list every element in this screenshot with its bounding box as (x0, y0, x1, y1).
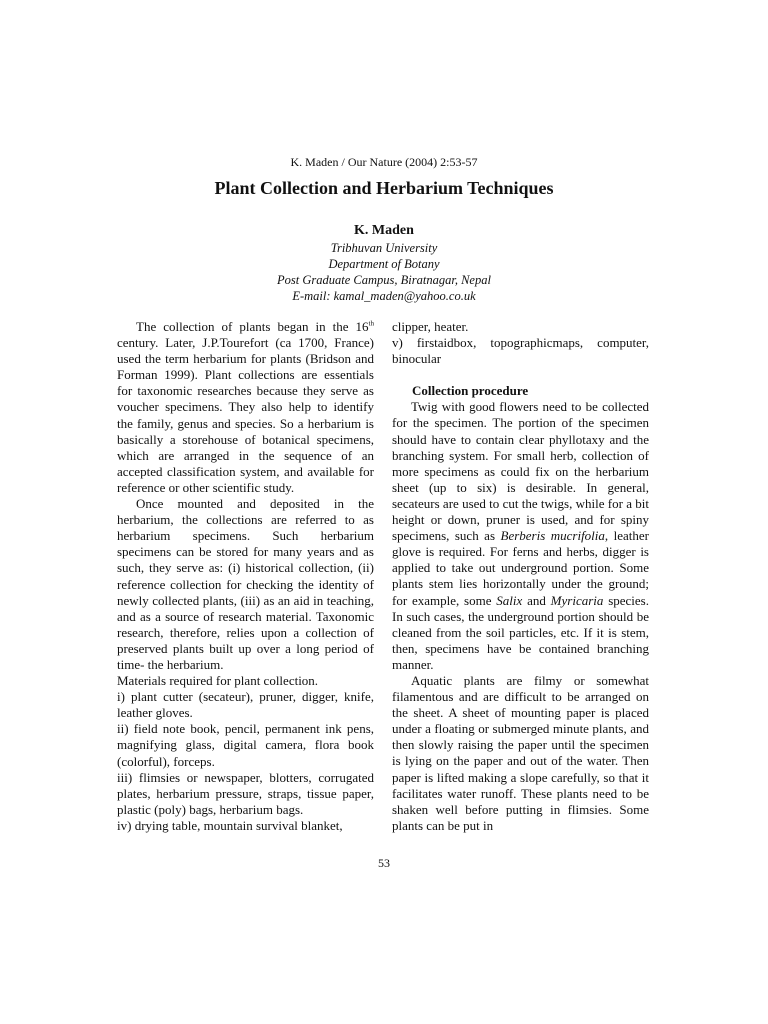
left-column (117, 319, 374, 834)
procedure-paragraph (392, 399, 649, 673)
ordinal-superscript: th (368, 319, 374, 328)
author-affiliation (0, 240, 768, 304)
materials-item-4: iv) drying table, mountain survival blanket, (117, 817, 343, 833)
affiliation-email: E-mail: kamal_maden@yahoo.co.uk (292, 289, 476, 303)
materials-item-2: ii) field note book, pencil, permanent ink pens, magnifying glass, digital camera, flora book (colorful), forceps. (117, 721, 374, 769)
procedure-text-2: , leather glove is required. For ferns and herbs, digger is applied to take out underground portion. Some plants stem lies horizontally under the ground; for example, some (392, 528, 650, 608)
intro-text-rest: century. Later, J.P.Tourefort (ca 1700, France) used the term herbarium for plants (Bridson and Forman 1999). Plant collections are essentials for taxonomic researches because they serve as voucher specimens. They also help to identify the family, genus and species. So a herbarium is basically a storehouse of botanical specimens, which are arranged in the sequence of an accepted classification system, and available for reference or other scientific study. (117, 335, 374, 495)
species-name: Salix (496, 592, 523, 608)
right-column (392, 319, 649, 834)
intro-text-start: The collection of plants began in the 16 (136, 319, 369, 334)
species-name: Berberis mucrifolia (500, 528, 605, 544)
species-name: Myricaria (550, 592, 604, 608)
section-heading: Collection procedure (412, 383, 529, 399)
article-title: Plant Collection and Herbarium Techniques (214, 178, 554, 198)
author-name: K. Maden (354, 223, 414, 238)
affiliation-university: Tribhuvan University (330, 241, 438, 255)
page-number: 53 (378, 856, 390, 870)
procedure-text-1: Twig with good flowers need to be collected for the specimen. The portion of the specimen should have to contain clear phyllotaxy and the branching system. For small herb, collection of more specimens as could fix on the herbarium sheet (up to six) is desirable. In general, secateurs are used to cut the twigs, while for a bit height or down, pruner is used, and for spiny specimens, such as (392, 399, 649, 544)
affiliation-campus: Post Graduate Campus, Biratnagar, Nepal (277, 273, 491, 287)
materials-intro: Materials required for plant collection. (117, 673, 319, 689)
running-head: K. Maden / Our Nature (2004) 2:53-57 (290, 155, 478, 169)
materials-item-3: iii) flimsies or newspaper, blotters, corrugated plates, herbarium pressure, straps, tissue paper, plastic (poly) bags, herbarium bags. (117, 769, 374, 817)
intro-paragraph (117, 319, 374, 496)
materials-continuation: clipper, heater. (392, 319, 469, 334)
materials-item-5: v) firstaidbox, topographicmaps, computer, binocular (392, 335, 649, 367)
herbarium-paragraph: Once mounted and deposited in the herbarium, the collections are referred to as herbarium specimens. Such herbarium specimens can be stored for many years and as such, they serve as: (i) historical collection, (ii) reference collection for checking the identity of newly collected plants, (iii) as an aid in teaching, and as a source of research material. Taxonomic research, therefore, relies upon a collection of preserved plants built up over a long period of time- the herbarium. (117, 496, 374, 672)
materials-item-1: i) plant cutter (secateur), pruner, digger, knife, leather gloves. (117, 689, 374, 721)
procedure-text-3: and (522, 592, 551, 608)
procedure-text-4: species. In such cases, the underground portion should be cleaned from the soil particles, etc. If it is stem, then, specimens have be contained branching manner. (392, 592, 649, 672)
aquatic-paragraph: Aquatic plants are filmy or somewhat filamentous and are difficult to be arranged on the sheet. A sheet of mounting paper is placed under a floating or submerged minute plants, and then slowly raising the paper until the specimen is lying on the paper and out of the water. Then paper is lifted making a slope carefully, so that it facilitates water runoff. These plants need to be shaken well before putting in flimsies. Some plants can be put in (392, 672, 649, 833)
affiliation-department: Department of Botany (328, 257, 440, 271)
